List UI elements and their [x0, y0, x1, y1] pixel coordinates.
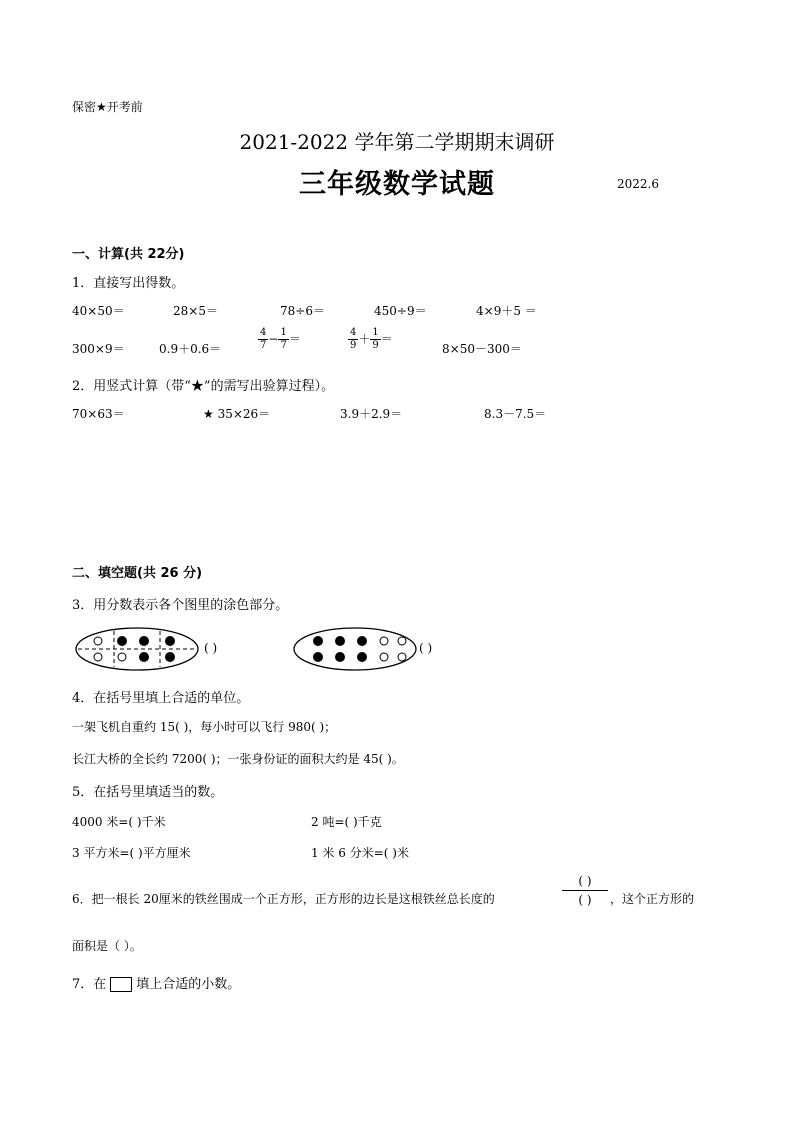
q2-prompt: 2．用竖式计算（带“★”的需写出验算过程）。	[72, 379, 335, 394]
fraction	[258, 327, 268, 352]
q6-fraction-blank[interactable]	[562, 874, 608, 907]
denominator: 9	[372, 340, 379, 351]
answer-paren-fig2[interactable]: ( )	[419, 641, 433, 655]
numerator: 4	[350, 327, 357, 338]
confidential-label: 保密★开考前	[72, 100, 143, 114]
operator: −	[268, 332, 279, 346]
q2-item: ★ 35×26＝	[203, 407, 271, 421]
q1-prompt: 1．直接写出得数。	[72, 276, 185, 291]
denominator: 7	[280, 340, 287, 351]
fraction-expression-2	[348, 327, 393, 352]
q5-item: 1 米 6 分米=( )米	[311, 846, 409, 860]
answer-paren-fig1[interactable]: ( )	[204, 641, 218, 655]
q1-r1-item: 40×50＝	[72, 304, 125, 318]
q5-prompt: 5．在括号里填适当的数。	[72, 785, 224, 800]
equals: ＝	[288, 332, 301, 346]
denominator-blank[interactable]: ( )	[578, 893, 592, 907]
numerator: 1	[280, 327, 287, 338]
q5-item: 4000 米=( )千米	[72, 815, 166, 829]
q6-line2: 面积是（ ）。	[72, 939, 142, 953]
fraction	[278, 327, 288, 352]
q6-line1-before: 6．把一根长 20厘米的铁丝围成一个正方形，正方形的边长是这根铁丝总长度的	[72, 892, 495, 906]
numerator: 4	[260, 327, 267, 338]
numerator-blank[interactable]: ( )	[562, 874, 608, 891]
denominator: 7	[260, 340, 267, 351]
exam-title: 2021-2022 学年第二学期期末调研	[239, 130, 555, 154]
q4-prompt: 4．在括号里填上合适的单位。	[72, 691, 250, 706]
shaded-oval-figure-1	[74, 625, 200, 673]
equals: ＝	[380, 332, 393, 346]
denominator: 9	[350, 340, 357, 351]
q3-prompt: 3．用分数表示各个图里的涂色部分。	[72, 598, 289, 613]
q2-item: 70×63＝	[72, 407, 125, 421]
blank-box[interactable]	[110, 977, 132, 992]
q1-r2-item: 8×50－300＝	[442, 342, 522, 356]
shaded-oval-figure-2	[292, 625, 418, 673]
section1-heading: 一、计算(共 22分)	[72, 247, 185, 262]
q1-r1-item: 450÷9＝	[374, 304, 427, 318]
fraction	[370, 327, 380, 352]
q7-line	[72, 973, 240, 992]
q1-r1-item: 4×9＋5 ＝	[476, 304, 537, 318]
q7-after: 填上合适的小数。	[136, 977, 241, 992]
q1-r2-item: 300×9＝	[72, 342, 125, 356]
section2-heading: 二、填空题(共 26 分)	[72, 566, 203, 581]
fraction	[348, 327, 358, 352]
q1-r1-item: 78÷6＝	[280, 304, 325, 318]
q1-r1-item: 28×5＝	[173, 304, 218, 318]
q5-item: 3 平方米=( )平方厘米	[72, 846, 191, 860]
q4-line: 一架飞机自重约 15( )，每小时可以飞行 980( )；	[72, 720, 337, 734]
numerator: 1	[372, 327, 379, 338]
exam-date: 2022.6	[617, 177, 659, 191]
q7-before: 7．在	[72, 977, 107, 992]
operator: ＋	[358, 332, 371, 346]
q2-item: 3.9＋2.9＝	[340, 407, 403, 421]
q5-item: 2 吨=( )千克	[311, 815, 382, 829]
exam-subtitle: 三年级数学试题	[299, 169, 495, 200]
q6-line1-after: ，这个正方形的	[610, 892, 695, 906]
q2-item: 8.3－7.5＝	[484, 407, 547, 421]
q1-r2-item: 0.9＋0.6＝	[159, 342, 222, 356]
fraction-expression-1	[258, 327, 301, 352]
q4-line: 长江大桥的全长约 7200( )；一张身份证的面积大约是 45( )。	[72, 752, 404, 766]
